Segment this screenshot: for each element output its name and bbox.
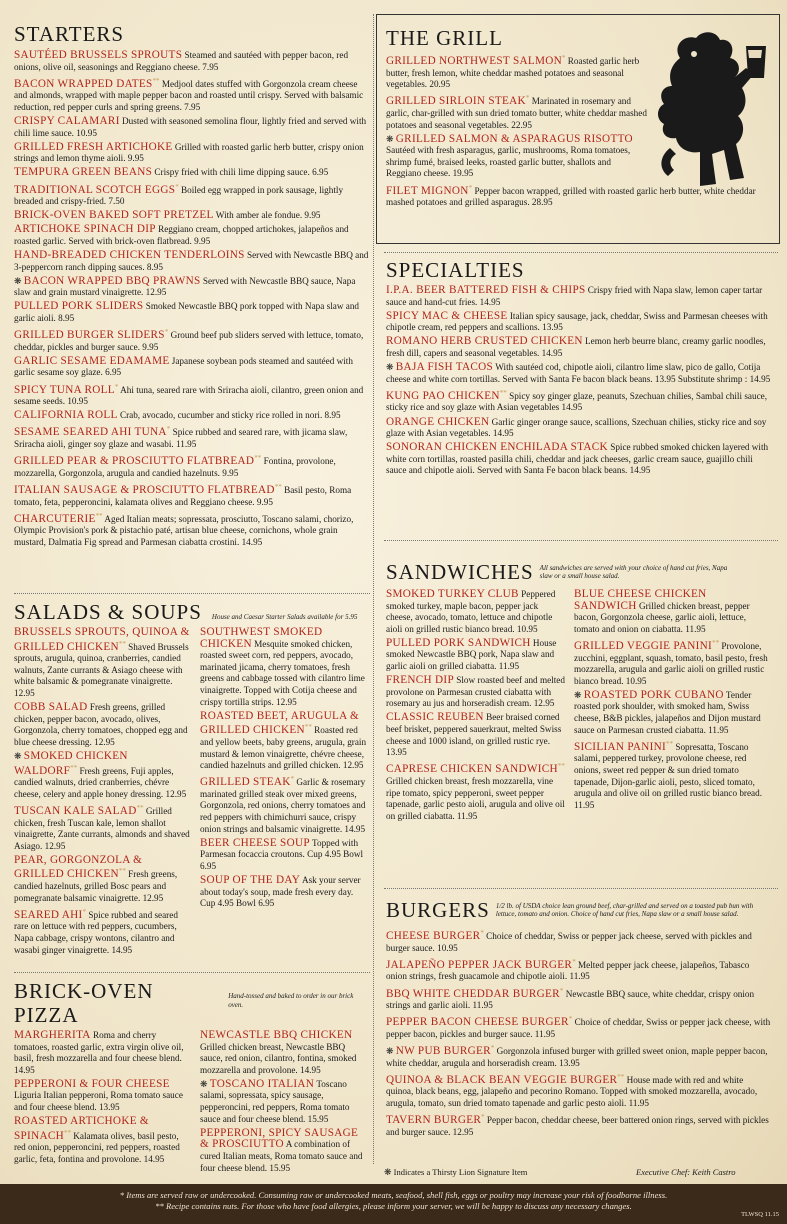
menu-item-name: GARLIC SESAME EDAMAME [14, 354, 170, 367]
menu-item [14, 410, 370, 422]
menu-item-name: PEPPER BACON CHEESE BURGER [386, 1016, 569, 1029]
menu-item [386, 93, 648, 131]
menu-item-description: Choice of cheddar, Swiss or pepper jack cheese, served with pickles and burger sauce. 10.95 [386, 931, 752, 953]
menu-item-name: CALIFORNIA ROLL [14, 409, 118, 422]
menu-item-description: Crispy fried with chili lime dipping sauce. 6.95 [154, 167, 329, 178]
menu-item [386, 417, 771, 440]
starters-list [14, 50, 370, 548]
allergy-mark: ** [499, 388, 507, 397]
menu-item-name: BLUE CHEESE CHICKEN SANDWICH [574, 588, 707, 612]
executive-chef: Executive Chef: Keith Castro [636, 1167, 736, 1177]
specialties-list [386, 285, 771, 477]
specialties-section [386, 258, 771, 479]
divider [384, 888, 778, 889]
menu-item [200, 875, 370, 910]
menu-item-description: Ask your server about today's soup, made fresh every day. Cup 4.95 Bowl 6.95 [200, 875, 361, 909]
allergy-mark: ** [557, 762, 565, 771]
menu-item [14, 1079, 192, 1114]
sandwiches-right-column [574, 589, 769, 825]
menu-item-description: Roasted red and yellow beets, baby greens, arugula, grain mustard & lemon vinaigrette, chévre cheese, candied hazelnuts and grilled chicken. 12.95 [200, 725, 367, 771]
footer-disclaimer [0, 1184, 787, 1224]
menu-item-description: Basil pesto, Roma tomato, feta, pepperoncini, kalamata olives and Reggiano cheese. 9.95 [14, 484, 352, 507]
menu-item [386, 1072, 771, 1110]
menu-item-description: Fresh greens, Fuji apples, candied walnuts, dried cranberries, chévre cheese, celery and apple honey dressing. 12.95 [14, 765, 187, 799]
salads-title: SALADS & SOUPS [14, 600, 202, 624]
menu-item [14, 424, 370, 450]
allergy-mark: ** [118, 867, 126, 876]
allergy-mark: * [481, 1113, 485, 1122]
menu-item [14, 250, 370, 273]
divider [14, 593, 370, 594]
menu-item-description: Garlic & rosemary marinated grilled steak over mixed greens, Gorgonzola, red onions, cherry tomatoes and red peppers with chimichurri sauce, crispy onion strings and balsamic vinaigrette. 14.95 [200, 777, 366, 834]
allergy-mark: ** [254, 454, 262, 463]
menu-item [386, 712, 566, 758]
menu-item [386, 638, 566, 673]
menu-item-name: JALAPEÑO PEPPER JACK BURGER [386, 958, 573, 971]
menu-item-name: CHARCUTERIE [14, 512, 96, 525]
sandwiches-section [386, 560, 771, 825]
menu-item-description: Choice of cheddar, Swiss or pepper jack cheese, with pepper bacon, pickles and burger sauce. 11.95 [386, 1017, 771, 1039]
pizza-section [14, 979, 370, 1177]
menu-item-description: Liguria Italian pepperoni, Roma tomato sauce and four cheese blend. 13.95 [14, 1090, 183, 1113]
menu-item-description: Dusted with seasoned semolina flour, lightly fried and served with chili lime sauce. 10.95 [14, 116, 367, 138]
menu-item-description: Tender roasted pork shoulder, with smoked ham, Swiss cheese, B&B pickles, jalapeños and Dijon mustard sauce on Parmesan crusted ciabatta. 11.95 [574, 689, 761, 735]
menu-item [386, 53, 648, 91]
allergy-mark: * [166, 425, 171, 434]
menu-item-description: Peppered smoked turkey, maple bacon, pepper jack cheese, avocado, tomato, lettuce and chipotle aioli on grilled rustic bianco bread. 10.95 [386, 589, 556, 634]
menu-item-name: SESAME SEARED AHI TUNA [14, 426, 167, 439]
menu-item [14, 167, 370, 179]
menu-item-name: SONORAN CHICKEN ENCHILADA STACK [386, 441, 608, 454]
menu-item [14, 907, 192, 956]
menu-item [14, 182, 370, 208]
menu-item-name: TOSCANO ITALIAN [209, 1077, 315, 1090]
menu-item-name: TUSCAN KALE SALAD [14, 805, 137, 817]
menu-item-description: Fresh greens, grilled chicken, pepper bacon, avocado, olives, Gorgonzola, cherry tomatoes, chopped egg and blue cheese dressing. 12.95 [14, 702, 188, 747]
menu-item [386, 761, 566, 822]
menu-item-description: Ahi tuna, seared rare with Sriracha aioli, cilantro, green onion and sesame seeds. 10.95 [14, 384, 364, 407]
menu-item-description: Grilled with roasted garlic herb butter, crispy onion strings and lemon thyme aioli. 9.95 [14, 141, 364, 164]
menu-item [14, 803, 192, 852]
allergy-mark: * [525, 94, 530, 103]
allergy-mark: * [572, 957, 576, 966]
menu-item [14, 76, 370, 114]
menu-item-name: CAPRESE CHICKEN SANDWICH [386, 763, 558, 776]
allergy-mark: ** [274, 482, 282, 491]
menu-item-description: Served with Newcastle BBQ sauce, Napa slaw and grain mustard vinaigrette. 12.95 [14, 275, 356, 298]
menu-item [386, 957, 771, 983]
menu-item-description: Medjool dates stuffed with Gorgonzola cream cheese and almonds, wrapped with maple pepper bacon and roasted until crispy. Served with balsamic reduction, red pepper curls and spring greens. 7.95 [14, 78, 364, 112]
pizza-note: Hand-tossed and baked to order in our brick oven. [228, 992, 354, 1009]
menu-item [386, 134, 648, 180]
menu-item [14, 751, 192, 800]
menu-item-description: Marinated in rosemary and garlic, char-grilled with sun dried tomato butter, white cheddar mashed potatoes and seasonal vegetables. 22.95 [386, 96, 647, 130]
menu-item [200, 774, 370, 835]
menu-item-description: Gorgonzola infused burger with grilled sweet onion, maple pepper bacon, white cheddar, arugula and horseradish cream. 13.95 [386, 1046, 768, 1068]
salads-left-column [14, 627, 192, 959]
burgers-list [386, 928, 771, 1138]
menu-item-description: Served with Newcastle BBQ and 3-peppercorn ranch dipping sauces. 8.95 [14, 250, 369, 272]
menu-item-description: Pepper bacon wrapped, grilled with roasted garlic herb butter, white cheddar mashed potatoes and grilled asparagus. 28.95 [386, 185, 756, 208]
divider [384, 252, 778, 253]
menu-item [14, 356, 370, 379]
menu-item-name: CLASSIC REUBEN [386, 711, 484, 724]
signature-icon: ❋ [574, 689, 584, 700]
menu-item-description: Grilled chicken breast, pepper bacon, Gorgonzola cheese, garlic aioli, lettuce, tomato and onion on ciabatta. 11.95 [574, 600, 750, 634]
burgers-note: 1/2 lb. of USDA choice lean ground beef, char-grilled and served on a toasted pub bun with lettuce, tomato and onion. Choice of hand cut fries, Napa slaw or a small house salad. [495, 901, 754, 918]
menu-item [14, 210, 370, 222]
menu-item-name: ITALIAN SAUSAGE & PROSCIUTTO FLATBREAD [14, 483, 275, 496]
menu-item-description: Grilled chicken breast, fresh mozzarella, vine ripe tomato, spicy pepperoni, sweet pepper tapenade, garlic pesto aioli, arugula and olive oil on grilled ciabatta. 11.95 [386, 775, 565, 821]
raw-food-warning: * Items are served raw or undercooked. Consuming raw or undercooked meats, seafood, shell fish, eggs or poultry may increase your risk of foodborne illness. [119, 1190, 668, 1200]
menu-item-description: Sopresatta, Toscano salami, peppered turkey, provolone cheese, red onions, sweet red pepper & sun dried tomato tapenade, Dijon-garlic aioli, pesto, sliced tomato, arugula and olive oil on grilled rustic bianco bread. 11.95 [574, 741, 763, 810]
menu-item [14, 482, 370, 508]
menu-item-description: Italian spicy sausage, jack, cheddar, Swiss and Parmesan cheeses with chipotle cream, red peppers and scallions. 13.95 [386, 310, 768, 333]
menu-item-name: GRILLED STEAK [200, 776, 291, 789]
menu-item-description: Reggiano cream, chopped artichokes, jalapeños and roasted garlic. Served with brick-oven flatbread. 9.95 [14, 224, 349, 246]
menu-item-name: SAUTÉED BRUSSELS SPROUTS [14, 49, 183, 61]
menu-item [14, 301, 370, 324]
menu-item-description: Pepper bacon, cheddar cheese, beer battered onion rings, served with pickles and burger sauce. 12.95 [386, 1115, 769, 1137]
menu-item-description: Roasted garlic herb butter, fresh lemon, white cheddar mashed potatoes and seasonal vegetables. 20.95 [386, 56, 640, 90]
menu-item-description: Kalamata olives, basil pesto, red onion, pepperoncini, red peppers, roasted garlic, feta, fontina and provolone. 14.95 [14, 1130, 180, 1164]
menu-item-name: NW PUB BURGER [395, 1045, 491, 1058]
menu-item [386, 442, 771, 477]
menu-item-name: SMOKED TURKEY CLUB [386, 588, 519, 600]
menu-item-description: Provolone, zucchini, eggplant, squash, tomato, basil pesto, fresh mozzarella, arugula and garlic aioli on grilled rustic bianco bread. 10.95 [574, 640, 768, 686]
menu-item-name: GRILLED SIRLOIN STEAK [386, 95, 526, 108]
menu-item-name: GRILLED BURGER SLIDERS [14, 329, 165, 342]
allergy-mark: * [468, 183, 473, 192]
allergy-mark: ** [712, 638, 720, 647]
signature-icon: ❋ [384, 1167, 392, 1177]
menu-item-name: BAJA FISH TACOS [395, 361, 494, 374]
menu-item-name: BACON WRAPPED DATES [14, 77, 153, 90]
divider [14, 972, 370, 973]
allergy-mark: * [480, 929, 484, 937]
menu-item-description: Spice rubbed and seared rare on lettuce with red peppers, cucumbers, Napa cabbage, crispy wontons, cilantro and wasabi ginger vinaigrette. 14.95 [14, 909, 178, 955]
specialties-title: SPECIALTIES [386, 258, 525, 282]
signature-icon: ❋ [386, 133, 396, 144]
pizza-right-column [200, 1030, 370, 1177]
divider [384, 540, 778, 541]
menu-item-name: ORANGE CHICKEN [386, 415, 490, 428]
menu-item-name: I.P.A. BEER BATTERED FISH & CHIPS [386, 284, 586, 296]
menu-item-description: Steamed and sautéed with pepper bacon, red onions, olive oil, seasonings and Reggiano cheese. 7.95 [14, 50, 349, 72]
menu-item [574, 638, 769, 687]
menu-item-name: GRILLED PEAR & PROSCIUTTO FLATBREAD [14, 455, 255, 468]
menu-item-description: Grilled chicken, fresh Tuscan kale, lemon shallot vinaigrette, Zante currants, almonds and shaved Asiago. 12.95 [14, 806, 190, 851]
menu-item-description: Topped with Parmesan focaccia croutons. Cup 4.95 Bowl 6.95 [200, 837, 364, 871]
menu-item [14, 627, 192, 700]
sandwiches-left-column [386, 589, 566, 825]
menu-item-description: Crab, avocado, cucumber and sticky rice rolled in nori. 8.95 [119, 410, 341, 421]
salads-note: House and Caesar Starter Salads available for 5.95 [211, 613, 358, 621]
menu-item-name: SOUP OF THE DAY [200, 874, 301, 886]
menu-item-name: KUNG PAO CHICKEN [386, 389, 500, 402]
allergy-mark: * [290, 775, 295, 784]
menu-item [14, 855, 192, 904]
menu-item [200, 838, 370, 873]
menu-item [386, 986, 771, 1012]
menu-item [14, 116, 370, 139]
allergy-mark: * [562, 54, 566, 62]
menu-item-name: CHEESE BURGER [386, 930, 481, 943]
menu-item-name: GRILLED FRESH ARTICHOKE [14, 140, 173, 153]
signature-legend [384, 1167, 527, 1178]
signature-icon: ❋ [386, 362, 396, 373]
menu-item-description: Spice rubbed smoked chicken layered with white corn tortillas, roasted pasilla chili, cheddar and jack cheeses, garlic cream sauce, guajillo chili sauce and chipotle aioli. Served with Santa Fe bacon black beans. 14.95 [386, 442, 769, 476]
menu-item-name: PULLED PORK SLIDERS [14, 300, 144, 313]
menu-item-name: BRUSSELS SPROUTS, QUINOA & GRILLED CHICKEN [14, 626, 190, 653]
grill-title: THE GRILL [386, 26, 503, 50]
menu-item-description: Garlic ginger orange sauce, scallions, Szechuan chilies, sticky rice and soy glaze with Asian vegetables. 14.95 [386, 416, 767, 439]
menu-item-name: SPICY TUNA ROLL [14, 383, 115, 396]
menu-item [386, 388, 771, 414]
menu-item-description: Mesquite smoked chicken, roasted sweet corn, red peppers, avocado, marinated jicama, cherry tomatoes, fresh greens and cabbage tossed with cilantro lime vinaigrette. Topped with Cotija cheese and crispy tortilla strips. 12.95 [200, 638, 365, 707]
menu-item-name: COBB SALAD [14, 701, 88, 714]
menu-item-name: HAND-BREADED CHICKEN TENDERLOINS [14, 249, 245, 262]
menu-item [14, 50, 370, 73]
menu-item-description: Shaved Brussels sprouts, arugula, quinoa, cranberries, candied walnuts, Zante currants & Asiago cheese with white balsamic & pomegranate vinaigrette. 12.95 [14, 641, 189, 699]
sandwiches-title: SANDWICHES [386, 560, 534, 584]
menu-item-description: House made with red and white quinoa, black beans, egg, jalapeño and pecorino Romano. Topped with smoked mozzarella, avocado, arugula, tomato, sun dried tomato tapenade and garlic pesto aioli. 11.95 [386, 1074, 758, 1108]
menu-item-name: SPICY MAC & CHEESE [386, 309, 508, 322]
signature-legend-text: Indicates a Thirsty Lion Signature Item [393, 1167, 528, 1177]
menu-item-name: TEMPURA GREEN BEANS [14, 166, 153, 179]
menu-item-name: SICILIAN PANINI [574, 740, 667, 753]
pizza-left-column [14, 1030, 192, 1177]
menu-item-name: FRENCH DIP [386, 674, 454, 687]
menu-item-name: SEARED AHI [14, 908, 83, 921]
allergy-mark: ** [136, 803, 144, 812]
menu-item-description: Toscano salami, sopressata, spicy sausage, pepperoncini, red peppers, Roma tomato sauce and four cheese blend. 15.95 [200, 1078, 350, 1124]
allergy-mark: ** [118, 639, 126, 648]
menu-item-name: MARGHERITA [14, 1029, 91, 1041]
menu-item [14, 327, 370, 353]
allergy-mark: ** [617, 1072, 625, 1081]
allergy-mark: ** [63, 1128, 71, 1137]
menu-item-description: House smoked Newcastle BBQ pork, Napa slaw and garlic aioli on grilled ciabatta. 11.95 [386, 637, 557, 672]
allergy-mark: ** [666, 739, 674, 748]
menu-item-name: BEER CHEESE SOUP [200, 836, 310, 849]
menu-item-description: Sautéed with fresh asparagus, garlic, mushrooms, Roma tomatoes, shrimp fumé, braised leeks, roasted garlic butter, shallots and Reggiano cheese. 19.95 [386, 145, 631, 179]
allergy-mark: ** [70, 763, 78, 772]
menu-item-description: Aged Italian meats; sopressata, prosciutto, Toscano salami, chorizo, Olympic Provision's pork & pistachio paté, artisan blue cheese, cornichons, whole grain mustard, Dalmatia Fig spread and Parmesan ciabatta crostini. 14.95 [14, 513, 354, 547]
menu-item [386, 362, 771, 385]
salads-right-column [200, 627, 370, 959]
signature-icon: ❋ [14, 275, 24, 286]
menu-item [200, 1030, 370, 1076]
lion-logo [650, 28, 772, 198]
burgers-section [386, 898, 771, 1141]
allergy-mark: * [114, 382, 119, 391]
menu-item [200, 1079, 370, 1125]
menu-item [386, 675, 566, 710]
menu-item-description: With amber ale fondue. 9.95 [215, 210, 321, 221]
menu-item-name: PEAR, GORGONZOLA & GRILLED CHICKEN [14, 853, 143, 881]
menu-item-name: ROASTED PORK CUBANO [583, 688, 724, 701]
menu-item-name: QUINOA & BLACK BEAN VEGGIE BURGER [386, 1073, 618, 1086]
menu-item-name: GRILLED VEGGIE PANINI [574, 639, 713, 652]
allergy-mark: * [568, 1015, 573, 1024]
menu-item-description: Lemon herb beurre blanc, creamy garlic noodles, fresh dill, capers and seasonal vegetables. 14.95 [386, 336, 766, 358]
signature-icon: ❋ [14, 751, 24, 761]
menu-item [14, 511, 370, 549]
menu-item [14, 453, 370, 479]
menu-item-description: Spicy soy ginger glaze, peanuts, Szechuan chilies, Sambal chili sauce, sticky rice and soy glaze with Asian vegetables 14.95 [386, 390, 768, 413]
pizza-title: BRICK-OVEN PIZZA [14, 979, 154, 1027]
menu-item-description: Smoked Newcastle BBQ pork topped with Napa slaw and garlic aioli. 8.95 [14, 301, 360, 323]
menu-item-name: FILET MIGNON [386, 184, 469, 197]
menu-item-description: Roma and cherry tomatoes, roasted garlic, extra virgin olive oil, basil, fresh mozzarella and four cheese blend. 14.95 [14, 1030, 184, 1075]
allergy-mark: ** [95, 511, 103, 520]
menu-item [200, 711, 370, 772]
menu-item-name: GRILLED SALMON & ASPARAGUS RISOTTO [395, 132, 633, 145]
menu-item-name: TAVERN BURGER [386, 1114, 482, 1127]
menu-item [386, 1112, 771, 1138]
menu-item-description: Ground beef pub sliders served with lettuce, tomato, cheddar, pickles and burger sauce. 9.95 [14, 330, 364, 352]
menu-item-name: ROASTED ARTICHOKE & SPINACH [14, 1115, 149, 1142]
signature-icon: ❋ [386, 1046, 396, 1057]
menu-item-description: With sautéed cod, chipotle aioli, cilantro lime slaw, pico de gallo, Cotija cheese and white corn tortillas. Served with Santa Fe bacon black beans. 13.95 Substitute shrimp : 14.95 [386, 362, 771, 384]
menu-item [14, 224, 370, 247]
menu-item-name: TRADITIONAL SCOTCH EGGS [14, 183, 176, 196]
starters-title: STARTERS [14, 22, 125, 46]
menu-item-name: SOUTHWEST SMOKED CHICKEN [200, 626, 323, 650]
allergy-mark: ** [152, 76, 160, 85]
menu-item [386, 1014, 771, 1040]
starters-section [14, 22, 370, 551]
menu-item-description: Spice rubbed and seared rare, with jicama slaw, Sriracha aioli, ginger soy glaze and wasabi. 11.95 [14, 427, 348, 450]
menu-item-name: BRICK-OVEN BAKED SOFT PRETZEL [14, 209, 214, 222]
menu-item-name: CRISPY CALAMARI [14, 115, 120, 128]
menu-item [574, 739, 769, 812]
menu-item [386, 1043, 771, 1069]
menu-item [386, 285, 771, 308]
menu-item [574, 589, 769, 635]
menu-item [386, 311, 771, 334]
menu-item-description: Beer braised corned beef brisket, peppered sauerkraut, melted Swiss cheese and 1000 island, on grilled rustic rye. 13.95 [386, 712, 562, 758]
menu-item-description: Crispy fried with Napa slaw, lemon caper tartar sauce and hand-cut fries. 14.95 [386, 285, 763, 307]
allergy-mark: * [175, 182, 179, 191]
menu-item-name: ROASTED BEET, ARUGULA & GRILLED CHICKEN [200, 709, 359, 737]
nut-allergy-warning: ** Recipe contains nuts. For those who have food allergies, please inform your server, we will be happy to discuss any necessary changes. [155, 1201, 632, 1211]
allergy-mark: ** [304, 723, 312, 732]
menu-item-name: PEPPERONI & FOUR CHEESE [14, 1077, 170, 1090]
salads-section [14, 600, 370, 959]
menu-item-description: Fresh greens, candied hazelnuts, grilled Bosc pears and pomegranate balsamic vinaigrette. 12.95 [14, 869, 178, 903]
menu-item [14, 1116, 192, 1165]
menu-item-description: Grilled chicken breast, Newcastle BBQ sauce, red onion, cilantro, fontina, smoked mozzarella and provolone. 14.95 [200, 1041, 357, 1075]
menu-item-name: PULLED PORK SANDWICH [386, 636, 531, 649]
menu-item-description: Japanese soybean pods steamed and sautéed with garlic sesame soy glaze. 6.95 [14, 355, 353, 378]
allergy-mark: * [164, 328, 169, 337]
sandwiches-note: All sandwiches are served with your choice of hand cut fries, Napa slaw or a small house salad. [539, 563, 728, 580]
menu-item [14, 276, 370, 299]
menu-item [14, 142, 370, 165]
menu-item-name: SMOKED CHICKEN WALDORF [14, 750, 128, 777]
allergy-mark: * [490, 1044, 495, 1052]
menu-item-name: GRILLED NORTHWEST SALMON [386, 55, 562, 68]
menu-item [200, 1128, 370, 1174]
menu-item [14, 702, 192, 748]
menu-item-name: PEPPERONI, SPICY SAUSAGE & PROSCIUTTO [200, 1126, 359, 1151]
menu-item-description: Fontina, provolone, mozzarella, Gorgonzola, arugula and candied hazelnuts. 9.95 [14, 456, 336, 478]
allergy-mark: * [82, 907, 87, 916]
menu-item [200, 627, 370, 708]
menu-item-description: Slow roasted beef and melted provolone on Parmesan crusted ciabatta with rosemary au jus and horseradish cream. 12.95 [386, 675, 565, 709]
menu-item-name: BBQ WHITE CHEDDAR BURGER [386, 987, 560, 1000]
menu-code: TLWSQ 11.15 [741, 1211, 779, 1218]
allergy-mark: * [559, 986, 564, 995]
menu-item-name: ARTICHOKE SPINACH DIP [14, 223, 156, 236]
menu-item-description: Melted pepper jack cheese, jalapeños, Tabasco onion strings, fresh guacamole and chipotle aioli. 11.95 [386, 959, 750, 982]
signature-icon: ❋ [200, 1078, 210, 1089]
menu-item [14, 382, 370, 408]
menu-item [14, 1030, 192, 1076]
menu-item [386, 589, 566, 635]
menu-item-description: A combination of cured Italian meats, Roma tomato sauce and four cheese blend. 15.95 [200, 1139, 363, 1173]
burgers-title: BURGERS [386, 898, 490, 922]
menu-item-description: Newcastle BBQ sauce, white cheddar, crispy onion strings and garlic aioli. 11.95 [386, 988, 755, 1011]
column-divider [373, 14, 374, 1164]
menu-item-name: NEWCASTLE BBQ CHICKEN [200, 1029, 353, 1041]
menu-item-description: Boiled egg wrapped in pork sausage, lightly breaded and crispy-fried. 7.50 [14, 184, 344, 207]
menu-item [386, 928, 771, 954]
menu-item [386, 336, 771, 359]
menu-item-name: BACON WRAPPED BBQ PRAWNS [23, 274, 201, 287]
menu-item-name: ROMANO HERB CRUSTED CHICKEN [386, 335, 583, 348]
menu-item [574, 690, 769, 736]
